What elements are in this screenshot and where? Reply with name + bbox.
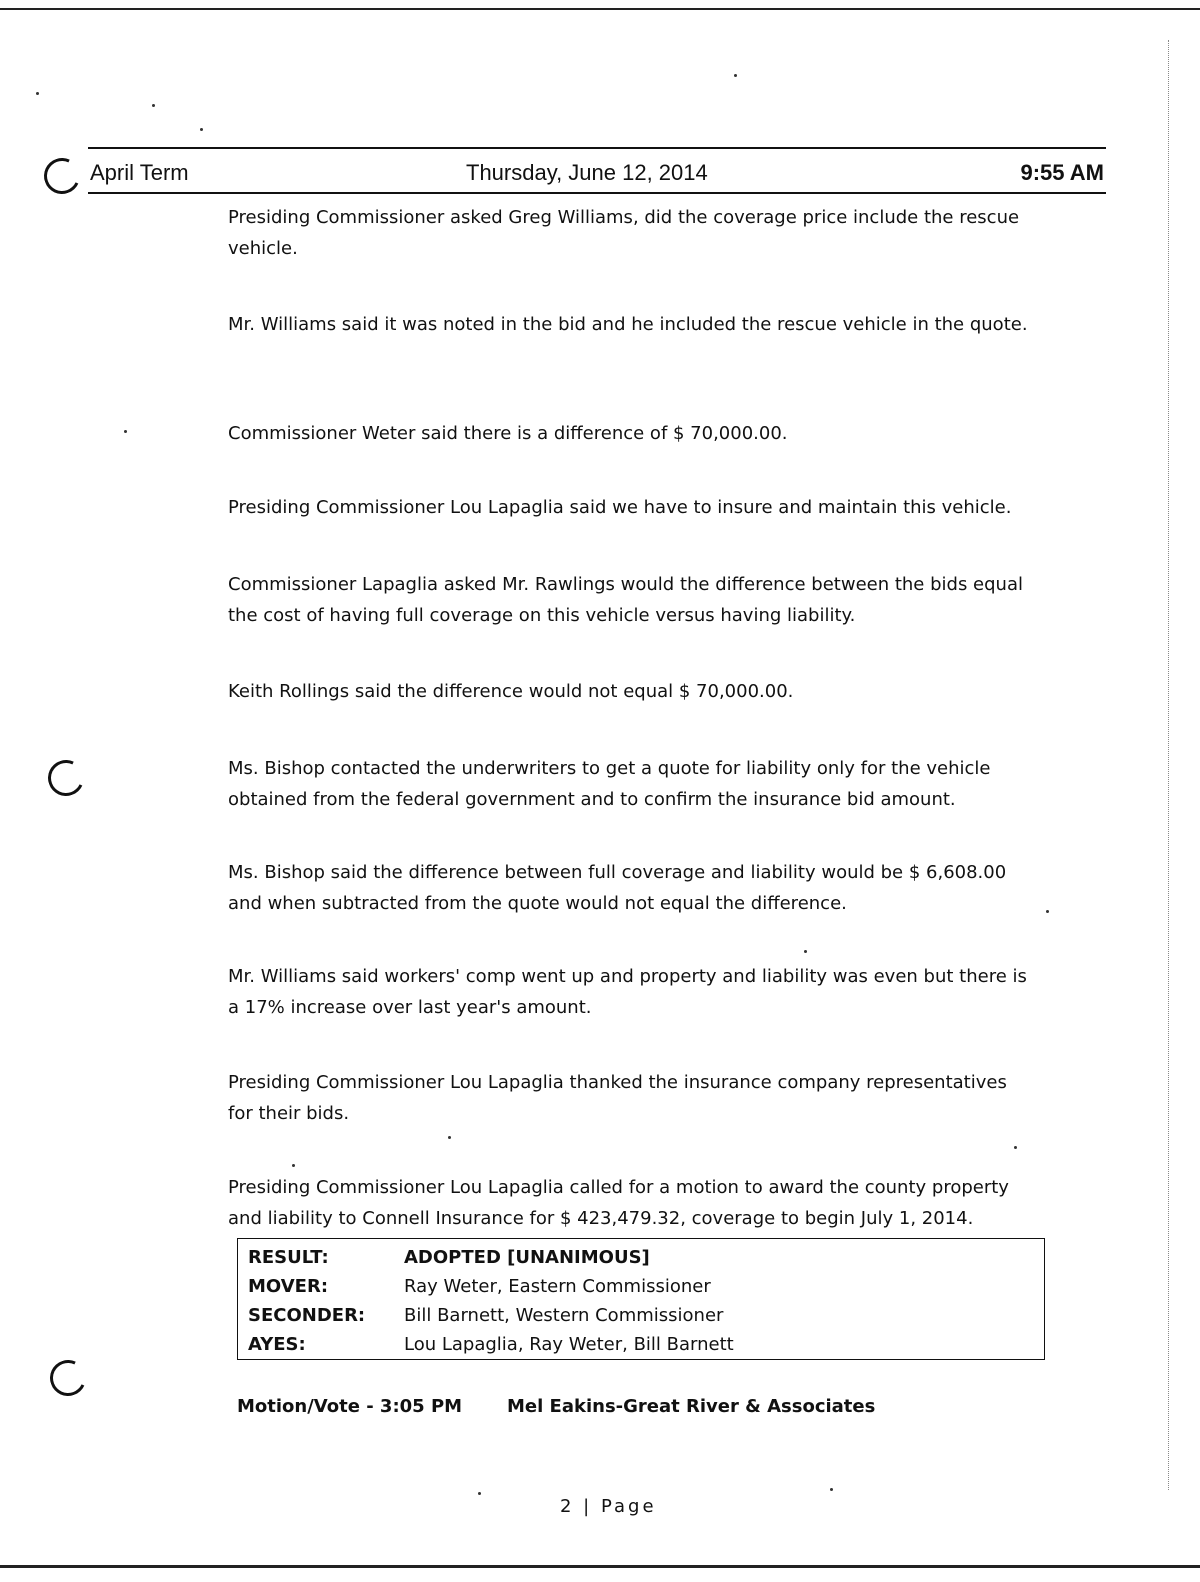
- term-label: April Term: [90, 160, 189, 185]
- seconder-label: SECONDER:: [248, 1305, 366, 1326]
- minutes-paragraph: Commissioner Lapaglia asked Mr. Rawlings would the difference between the bids equal the cost of having full coverage on this vehicle versus having liability.: [228, 574, 1023, 626]
- scan-speck: [36, 92, 39, 95]
- minutes-paragraph: Presiding Commissioner asked Greg Williams, did the coverage price include the rescue vehicle.: [228, 207, 1020, 259]
- minutes-paragraph: Mr. Williams said workers' comp went up and property and liability was even but there is a 17% increase over last year's amount.: [228, 966, 1027, 1018]
- top-scan-edge: [0, 8, 1200, 10]
- scan-speck: [152, 104, 155, 107]
- next-agenda-item: Mel Eakins-Great River & Associates: [507, 1396, 876, 1417]
- mover-value: Ray Weter, Eastern Commissioner: [404, 1276, 711, 1297]
- result-label: RESULT:: [248, 1247, 329, 1268]
- minutes-paragraph: Ms. Bishop said the difference between full coverage and liability would be $ 6,608.00 and when subtracted from the quote would not equal the difference.: [228, 862, 1007, 914]
- ayes-value: Lou Lapaglia, Ray Weter, Bill Barnett: [404, 1334, 734, 1355]
- ayes-label: AYES:: [248, 1334, 306, 1355]
- scan-speck: [448, 1136, 451, 1139]
- minutes-paragraph: Presiding Commissioner Lou Lapaglia said we have to insure and maintain this vehicle.: [228, 497, 1012, 518]
- vote-result-box: [237, 1238, 1045, 1360]
- meeting-time: 9:55 AM: [1020, 160, 1104, 185]
- header-rule-top: [88, 147, 1106, 149]
- minutes-paragraph: Mr. Williams said it was noted in the bid and he included the rescue vehicle in the quote.: [228, 314, 1028, 335]
- scan-speck: [830, 1488, 833, 1491]
- punch-hole-icon: [43, 755, 89, 801]
- scan-speck: [1046, 910, 1049, 913]
- seconder-value: Bill Barnett, Western Commissioner: [404, 1305, 724, 1326]
- scan-speck: [292, 1164, 295, 1167]
- bottom-scan-edge: [0, 1565, 1200, 1568]
- motion-vote-time: Motion/Vote - 3:05 PM: [237, 1396, 463, 1417]
- scan-speck: [804, 950, 807, 953]
- minutes-paragraph: Ms. Bishop contacted the underwriters to get a quote for liability only for the vehicle obtained from the federal government and to confirm the insurance bid amount.: [228, 758, 991, 810]
- result-value: ADOPTED [UNANIMOUS]: [404, 1247, 650, 1268]
- header-rule-bottom: [88, 192, 1106, 194]
- mover-label: MOVER:: [248, 1276, 329, 1297]
- scan-speck: [124, 430, 127, 433]
- minutes-paragraph: Presiding Commissioner Lou Lapaglia thanked the insurance company representatives for their bids.: [228, 1072, 1007, 1124]
- minutes-paragraph: Commissioner Weter said there is a difference of $ 70,000.00.: [228, 423, 788, 444]
- minutes-paragraph: Keith Rollings said the difference would not equal $ 70,000.00.: [228, 681, 794, 702]
- scan-speck: [200, 128, 203, 131]
- minutes-paragraph: Presiding Commissioner Lou Lapaglia called for a motion to award the county property and liability to Connell Insurance for $ 423,479.32, coverage to begin July 1, 2014.: [228, 1177, 1009, 1229]
- scan-speck: [1014, 1146, 1017, 1149]
- punch-hole-icon: [39, 153, 85, 199]
- punch-hole-icon: [45, 1355, 91, 1401]
- meeting-date: Thursday, June 12, 2014: [466, 160, 708, 185]
- page-number: 2 | Page: [560, 1496, 657, 1517]
- scan-speck: [478, 1492, 481, 1495]
- scan-speck: [734, 74, 737, 77]
- right-scan-edge: [1168, 40, 1169, 1490]
